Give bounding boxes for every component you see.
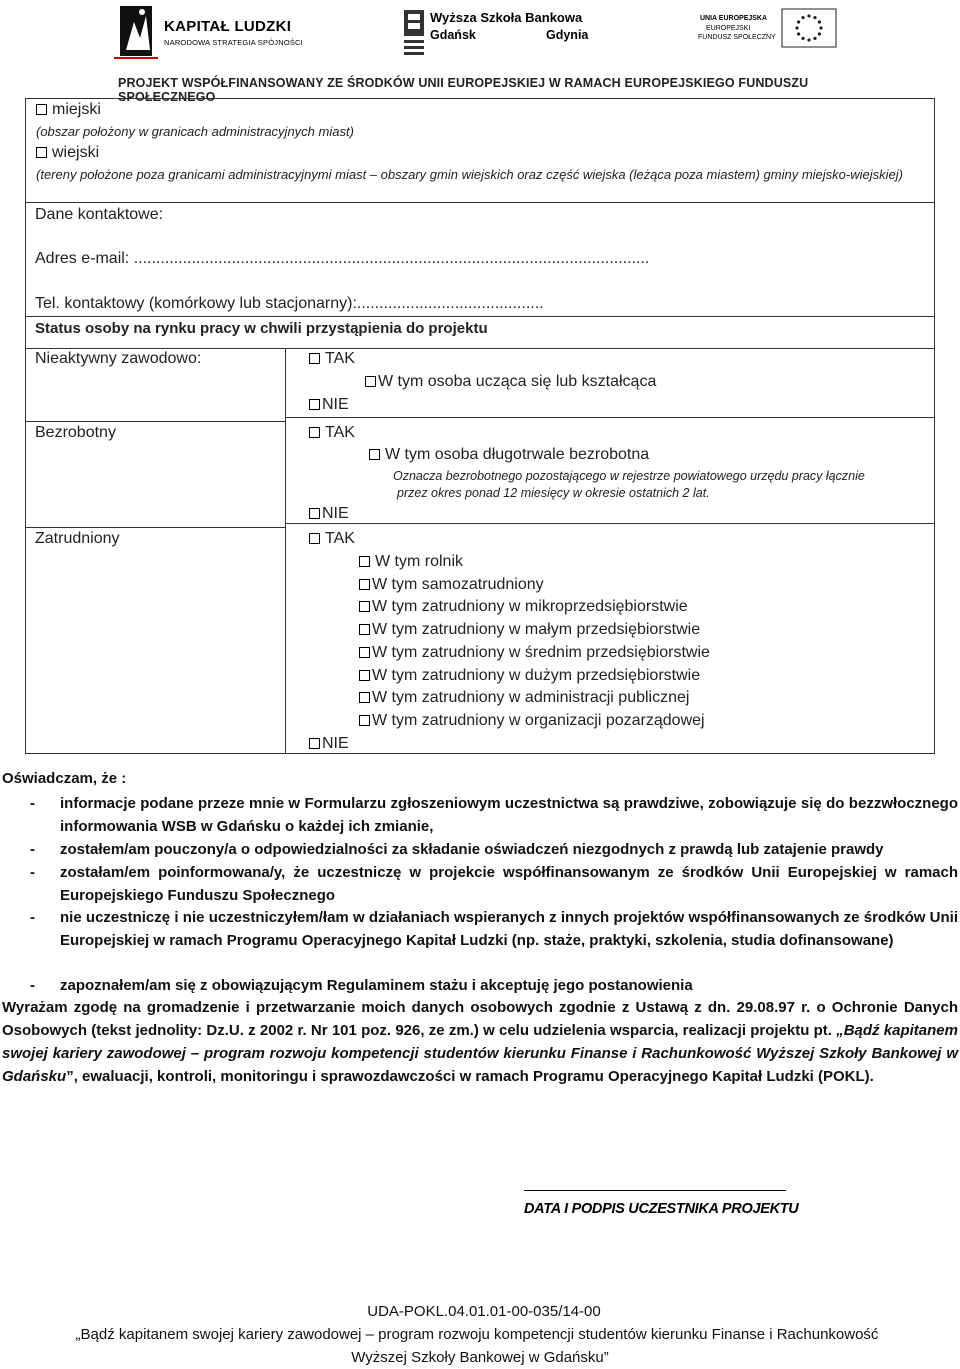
employed-option-label: W tym zatrudniony w organizacji pozarządowej [372,712,705,729]
unemployed-no-checkbox[interactable] [309,508,320,519]
inactive-no-label: NIE [322,396,349,413]
eu-logo [698,8,848,58]
employed-option-label: W tym zatrudniony w dużym przedsiębiorstwie [372,667,701,684]
declaration-heading: Oświadczam, że : [2,770,127,787]
eu-logo-line2: EUROPEJSKI [706,25,751,32]
employed-option-checkbox[interactable] [359,647,370,658]
inactive-learning-checkbox[interactable] [365,376,376,387]
unemployed-yes-checkbox[interactable] [309,427,320,438]
declaration-dash: - [30,795,35,812]
kapital-ludzki-subtitle: NARODOWA STRATEGIA SPÓJNOŚCI [164,38,303,47]
eu-logo-line1: UNIA EUROPEJSKA [700,15,768,22]
declaration-dash: - [30,841,35,858]
employed-option[interactable] [359,576,544,594]
employed-yes-option[interactable] [309,530,355,548]
employed-option[interactable] [359,598,688,616]
unemployed-yes-option[interactable] [309,424,355,442]
employed-option-label: W tym zatrudniony w średnim przedsiębiorstwie [372,644,710,661]
divider [26,348,934,349]
kapital-ludzki-logo [112,2,312,62]
declaration-dash: - [30,977,35,994]
kapital-ludzki-name: KAPITAŁ LUDZKI [164,18,292,35]
phone-field[interactable]: Tel. kontaktowy (komórkowy lub stacjonarny):.......................................... [35,295,544,312]
employed-option-label: W tym zatrudniony w mikroprzedsiębiorstwie [372,598,688,615]
divider [285,523,934,524]
unemployed-yes-label: TAK [325,424,355,441]
wsb-crest-icon [402,8,426,56]
kapital-ludzki-emblem-icon [112,2,160,60]
consent-text: Wyrażam zgodę na gromadzenie i przetwarzanie moich danych osobowych zgodnie z Ustawą z dn. 29.08.97 r. o Ochronie Danych Osobowych (tekst jednolity: Dz.U. z 2002 r. Nr 101 poz. 926, ze zm.) w celu udzielenia wsparcia, realizacji projektu pt. [2,999,958,1039]
project-title: „Bądź kapitanem swojej kariery zawodowej – program rozwoju kompetencji studentów kierunku Finanse i Rachunkowość Wyższej Szkoły Bankowej w Gdańsku [2,1022,958,1085]
divider [26,316,934,317]
wsb-city-gdynia: Gdynia [546,28,589,42]
employed-option[interactable] [359,689,689,707]
footer-line2: Wyższej Szkoły Bankowej w Gdańsku” [351,1349,609,1366]
unemployed-note-line1: Oznacza bezrobotnego pozostającego w rejestrze powiatowego urzędu pracy łącznie [393,469,865,483]
urban-label: miejski [52,101,101,118]
wsb-city-gdansk: Gdańsk [430,28,476,42]
email-field[interactable]: Adres e-mail: .................................................................................................................... [35,250,650,267]
declaration-text: informacje podane przeze mnie w Formularzu zgłoszeniowym uczestnictwa są prawdziwe, zobowiązuje się do bezzwłocznego informowania WSB w Gdańsku o każdej ich zmianie, [60,795,958,835]
employed-option-checkbox[interactable] [359,601,370,612]
rural-note: (tereny położone poza granicami administracyjnymi miast – obszary gmin wiejskich oraz część wiejska (leżąca poza miastem) gminy miejsko-wiejskiej) [36,167,903,182]
employed-option-checkbox[interactable] [359,715,370,726]
employed-option-checkbox[interactable] [359,579,370,590]
employed-no-label: NIE [322,735,349,752]
signature-label: DATA I PODPIS UCZESTNIKA PROJEKTU [524,1201,799,1217]
employed-no-option[interactable] [309,735,349,753]
declaration-text: nie uczestniczę i nie uczestniczyłem/łam w działaniach wspieranych z innych projektów współfinansowanych ze środków Unii Europejskiej w ramach Programu Operacyjnego Kapitał Ludzki (np. staże, praktyki, szkolenia, studia dofinansowane) [60,909,958,949]
rural-label: wiejski [52,144,100,161]
eu-flag-icon [781,8,837,48]
divider [285,348,286,753]
footer-line1: „Bądź kapitanem swojej kariery zawodowej – program rozwoju kompetencji studentów kierunku Finanse i Rachunkowość [75,1326,879,1343]
inactive-yes-checkbox[interactable] [309,353,320,364]
declaration-text: zapoznałem/am się z obowiązującym Regulaminem stażu i akceptuję jego postanowienia [60,977,693,994]
consent-text-end: ”, ewaluacji, kontroli, monitoringu i sprawozdawczości w ramach Programu Operacyjnego Kapitał Ludzki (POKL). [66,1068,874,1085]
long-term-unemployed-option[interactable] [369,446,649,464]
declaration-text: zostałem/am pouczony/a o odpowiedzialności za składanie oświadczeń niezgodnych z prawdą lub zatajenie prawdy [60,841,884,858]
rural-checkbox[interactable] [36,147,47,158]
inactive-learning-option[interactable] [365,373,656,391]
signature-line[interactable] [524,1190,786,1191]
long-term-unemployed-checkbox[interactable] [369,449,380,460]
inactive-yes-label: TAK [325,350,355,367]
employed-option-checkbox[interactable] [359,670,370,681]
long-term-unemployed-label: W tym osoba długotrwale bezrobotna [385,446,650,463]
unemployed-no-label: NIE [322,505,349,522]
inactive-yes-option[interactable] [309,350,355,368]
employed-option[interactable] [359,667,700,685]
employed-option[interactable] [359,553,463,571]
project-banner: PROJEKT WSPÓŁFINANSOWANY ZE ŚRODKÓW UNII EUROPEJSKIEJ W RAMACH EUROPEJSKIEGO FUNDUSZU SPOŁECZNEGO [118,76,809,104]
employed-option-label: W tym samozatrudniony [372,576,544,593]
contact-heading: Dane kontaktowe: [35,206,164,223]
unemployed-note-line2: przez okres ponad 12 miesięcy w okresie ostatnich 2 lat. [397,486,710,500]
employed-option[interactable] [359,644,710,662]
urban-option[interactable] [36,101,101,119]
declaration-dash: - [30,909,35,926]
declaration-dash: - [30,864,35,881]
employed-no-checkbox[interactable] [309,738,320,749]
employed-option-checkbox[interactable] [359,624,370,635]
inactive-learning-label: W tym osoba ucząca się lub kształcąca [378,373,657,390]
employed-option-label: W tym zatrudniony w małym przedsiębiorstwie [372,621,701,638]
employed-option-label: W tym zatrudniony w administracji publicznej [372,689,690,706]
inactive-label: Nieaktywny zawodowo: [35,350,202,367]
eu-logo-line3: FUNDUSZ SPOŁECZNY [698,34,776,41]
rural-option[interactable] [36,144,99,162]
employed-option-checkbox[interactable] [359,692,370,703]
urban-checkbox[interactable] [36,104,47,115]
employed-yes-label: TAK [325,530,355,547]
wsb-name: Wyższa Szkoła Bankowa [430,10,583,25]
footer-code: UDA-POKL.04.01.01-00-035/14-00 [367,1303,601,1320]
wsb-logo [402,6,602,66]
employed-option[interactable] [359,712,705,730]
inactive-no-option[interactable] [309,396,349,414]
divider [26,202,934,203]
employed-yes-checkbox[interactable] [309,533,320,544]
employed-option[interactable] [359,621,700,639]
divider [26,527,285,528]
divider [285,417,934,418]
divider [26,421,285,422]
unemployed-no-option[interactable] [309,505,349,523]
employed-option-checkbox[interactable] [359,556,370,567]
urban-note: (obszar położony w granicach administracyjnych miast) [36,124,354,139]
employed-label: Zatrudniony [35,530,120,547]
unemployed-label: Bezrobotny [35,424,116,441]
employed-option-label: W tym rolnik [375,553,463,570]
status-heading: Status osoby na rynku pracy w chwili przystąpienia do projektu [35,320,488,337]
inactive-no-checkbox[interactable] [309,399,320,410]
data-consent [2,996,958,1088]
declaration-text: zostałam/em poinformowana/y, że uczestniczę w projekcie współfinansowanym ze środków Unii Europejskiej w ramach Europejskiego Funduszu Społecznego [60,864,958,904]
